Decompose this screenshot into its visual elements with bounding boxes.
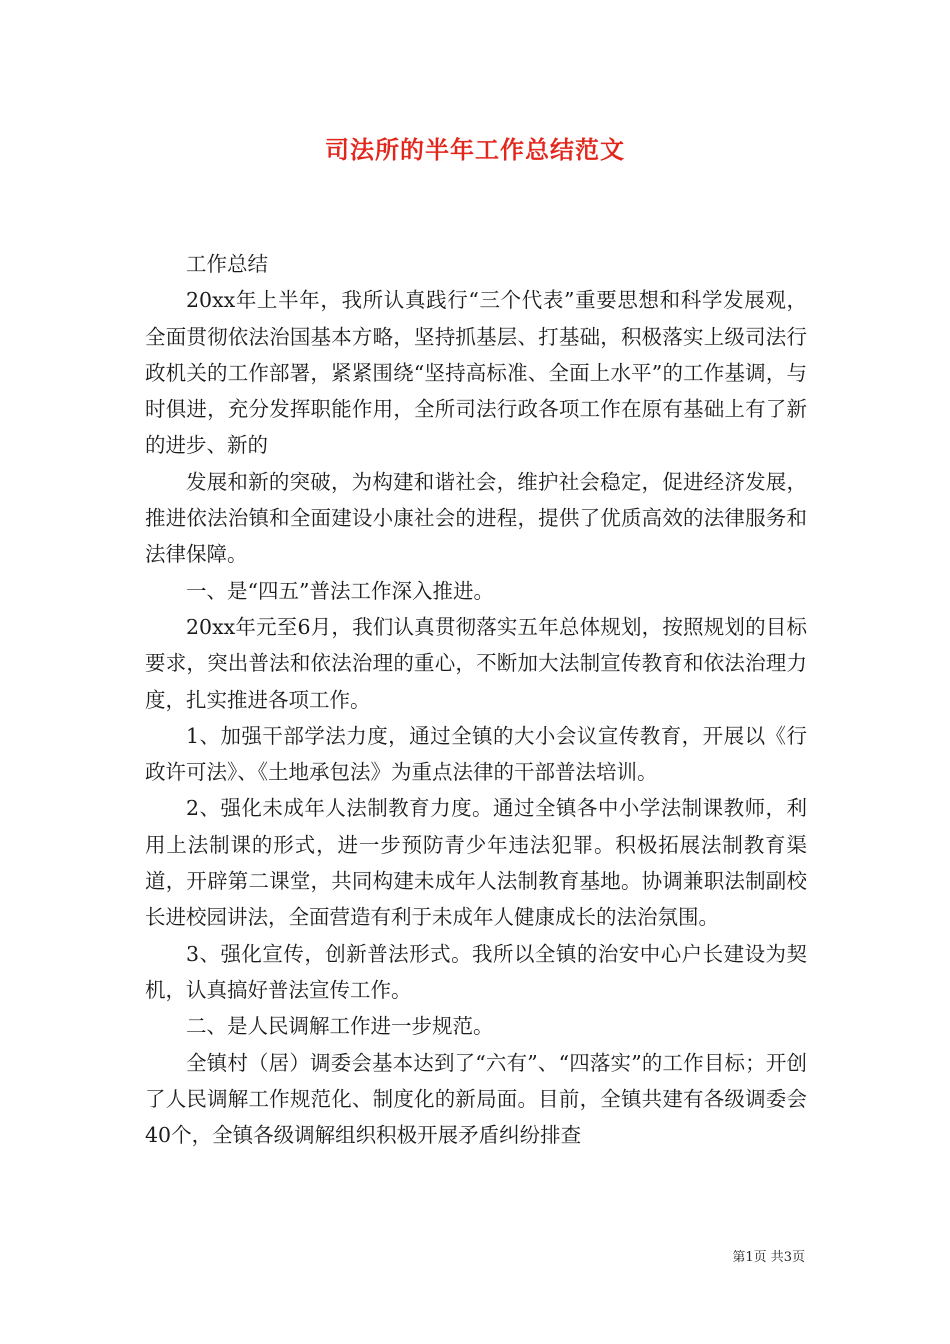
paragraph: 二、是人民调解工作进一步规范。 [186, 1014, 494, 1039]
page-number-footer: 第1页 共3页 [732, 1250, 805, 1265]
paragraph: 2、强化未成年人法制教育力度。通过全镇各中小学法制课教师，利用上法制课的形式，进一步预防青少年违法犯罪。积极拓展法制教育渠道，开辟第二课堂，共同构建未成年人法制教育基地。协调兼职法制副校长进校园讲法，全面营造有利于未成年人健康成长的法治氛围。 [145, 796, 807, 930]
paragraph: 1、加强干部学法力度，通过全镇的大小会议宣传教育，开展以《行政许可法》、《土地承包法》为重点法律的干部普法培训。 [145, 723, 807, 785]
document-body [145, 246, 807, 1153]
paragraph: 一、是“四五”普法工作深入推进。 [186, 578, 494, 603]
paragraph: 发展和新的突破，为构建和谐社会，维护社会稳定，促进经济发展，推进依法治镇和全面建设小康社会的进程，提供了优质高效的法律服务和法律保障。 [145, 469, 807, 567]
paragraph: 20xx年元至6月，我们认真贯彻落实五年总体规划，按照规划的目标要求，突出普法和依法治理的重心，不断加大法制宣传教育和依法治理力度，扎实推进各项工作。 [145, 614, 807, 712]
paragraph: 全镇村（居）调委会基本达到了“六有”、“四落实”的工作目标；开创了人民调解工作规范化、制度化的新局面。目前，全镇共建有各级调委会40个，全镇各级调解组织积极开展矛盾纠纷排查 [145, 1050, 807, 1148]
paragraph: 3、强化宣传，创新普法形式。我所以全镇的治安中心户长建设为契机，认真搞好普法宣传工作。 [145, 941, 807, 1002]
document-title: 司法所的半年工作总结范文 [325, 136, 625, 164]
paragraph: 工作总结 [186, 252, 268, 276]
paragraph: 20xx年上半年，我所认真践行“三个代表”重要思想和科学发展观，全面贯彻依法治国基本方略，坚持抓基层、打基础，积极落实上级司法行政机关的工作部署，紧紧围绕“坚持高标准、全面上水平”的工作基调，与时俱进，充分发挥职能作用，全所司法行政各项工作在原有基础上有了新的进步、新的 [145, 288, 807, 458]
